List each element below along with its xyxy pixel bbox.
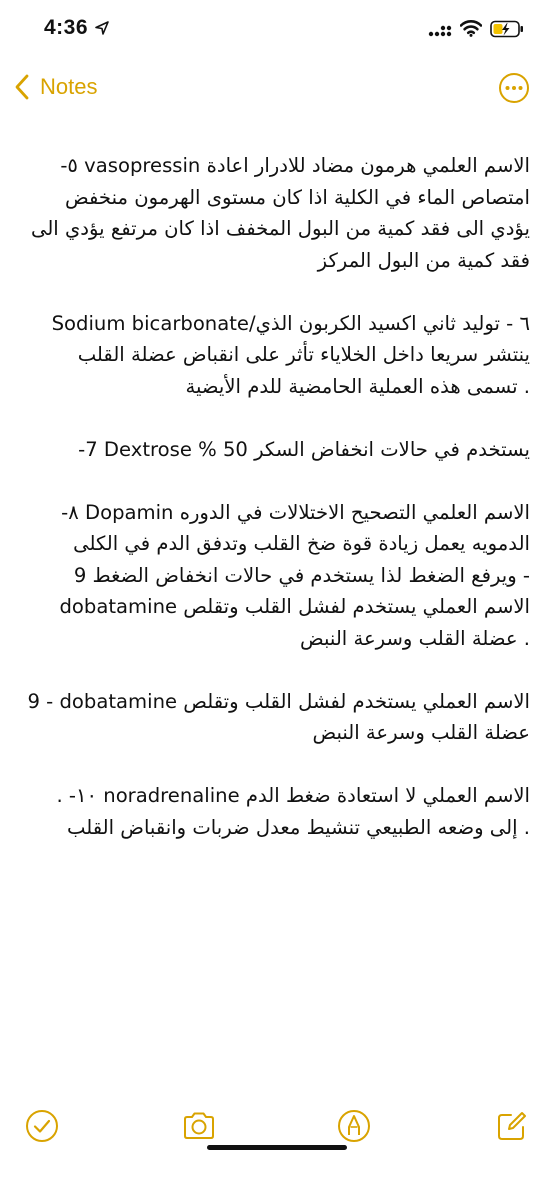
note-paragraph: -٥ vasopressin الاسم العلمي هرمون مضاد للادرار اعادة امتصاص الماء في الكلية اذا كان مستوى الهرمون منخفض يؤدي الى فقد كمية من البول المخفف اذا كان مرتفع يؤدي الى فقد كمية من البول المركز <box>31 154 530 272</box>
bottom-toolbar <box>0 1100 554 1160</box>
note-paragraph: 9 - dobatamine الاسم العملي يستخدم لفشل القلب وتقلص عضلة القلب وسرعة النبض <box>27 689 530 744</box>
note-paragraph: -٨ Dopamin الاسم العلمي التصحيح الاختلالات في الدوره الدمويه يعمل زيادة قوة ضخ القلب وتدفق الدم في الكلى ويرفع الضغط لذا يستخدم في حالات انخفاض الضغط 9 - dobatamine الاسم العملي يستخدم لفشل القلب وتقلص عضلة القلب وسرعة النبض . <box>59 500 530 650</box>
note-paragraph: Sodium bicarbonate/٦ - توليد ثاني اكسيد الكربون الذي ينتشر سريعا داخل الخلاياء تأثر على انقباض عضلة القلب تسمى هذه العملية الحامضية للدم الأيضية . <box>51 311 530 398</box>
wifi-icon <box>460 19 482 37</box>
status-bar <box>0 0 554 62</box>
chevron-left-icon <box>14 74 30 100</box>
signal-icon <box>428 22 454 38</box>
compose-icon[interactable] <box>494 1108 530 1144</box>
camera-icon[interactable] <box>181 1108 217 1144</box>
note-body[interactable] <box>26 150 530 875</box>
note-paragraph: -7 Dextrose % 50 يستخدم في حالات انخفاض السكر <box>78 437 530 461</box>
status-time: 4:36 <box>44 16 89 39</box>
nav-bar <box>0 70 554 110</box>
back-label: Notes <box>40 74 98 99</box>
location-arrow-icon <box>94 20 110 36</box>
home-indicator <box>207 1145 347 1150</box>
checklist-icon[interactable] <box>24 1108 60 1144</box>
battery-icon <box>490 20 524 38</box>
back-button[interactable] <box>14 74 97 100</box>
markup-pen-icon[interactable] <box>336 1108 372 1144</box>
more-icon[interactable] <box>498 72 530 104</box>
note-paragraph: . -١٠ noradrenaline الاسم العملي لا استعادة ضغط الدم إلى وضعه الطبيعي تنشيط معدل ضربات وانقباض القلب . <box>56 784 530 839</box>
